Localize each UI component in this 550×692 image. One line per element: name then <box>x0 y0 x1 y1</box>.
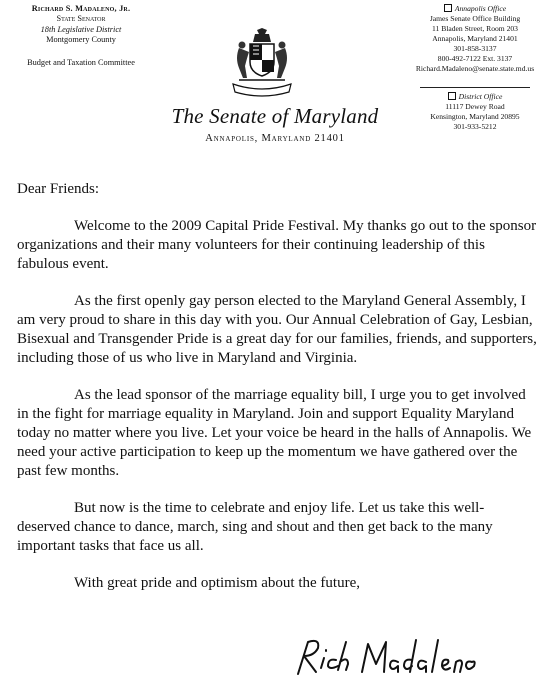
office-divider <box>420 87 530 88</box>
senator-info <box>6 4 156 68</box>
paragraph: As the lead sponsor of the marriage equality bill, I urge you to get involved in the fight for marriage equality in Maryland. Join and support Equality Maryland today no matter where you live. Let your voice be heard in the halls of Annapolis. We need your active participation to keep up the momentum we have gathered over the past few months. <box>17 387 532 479</box>
senator-title: State Senator <box>56 14 106 24</box>
annapolis-office <box>405 4 545 74</box>
page-subtitle: Annapolis, Maryland 21401 <box>205 133 345 144</box>
district-office-heading: District Office <box>405 92 545 102</box>
address-line: Annapolis, Maryland 21401 <box>432 34 518 43</box>
address-line: 11117 Dewey Road <box>445 102 505 111</box>
email-line: Richard.Madaleno@senate.state.md.us <box>415 64 535 73</box>
letter-body <box>17 180 537 593</box>
maryland-seal-icon <box>229 28 295 100</box>
closing: With great pride and optimism about the future, <box>74 575 360 591</box>
checkbox-icon <box>448 92 456 100</box>
signature <box>290 634 480 678</box>
page-title: The Senate of Maryland <box>171 104 379 128</box>
senator-county: Montgomery County <box>46 35 116 45</box>
paragraph: But now is the time to celebrate and enjoy life. Let us take this well-deserved chance to dance, march, sing and shout and then get back to the many important tasks that face us all. <box>17 500 493 554</box>
paragraph: As the first openly gay person elected to the Maryland General Assembly, I am very proud to share in this day with you. Our Annual Celebration of Gay, Lesbian, Bisexual and Transgender Pride is a great day for our families, friends, and supporters, including those of us who live in Maryland and Virginia. <box>17 293 537 366</box>
checkbox-icon <box>444 4 452 12</box>
address-line: James Senate Office Building <box>429 14 521 23</box>
phone-line: 800-492-7122 Ext. 3137 <box>437 54 513 63</box>
address-line: Kensington, Maryland 20895 <box>430 112 520 121</box>
annapolis-office-heading: Annapolis Office <box>405 4 545 14</box>
greeting: Dear Friends: <box>17 181 100 197</box>
senator-name: Richard S. Madaleno, Jr. <box>31 4 131 13</box>
district-office <box>405 92 545 132</box>
paragraph: Welcome to the 2009 Capital Pride Festival. My thanks go out to the sponsor organizations and their many volunteers for their continuing leadership of this fabulous event. <box>17 218 537 272</box>
senator-district: 18th Legislative District <box>40 24 122 34</box>
address-line: 11 Bladen Street, Room 203 <box>432 24 518 33</box>
phone-line: 301-858-3137 <box>453 44 497 53</box>
senator-committee: Budget and Taxation Committee <box>27 57 135 67</box>
phone-line: 301-933-5212 <box>453 122 497 131</box>
